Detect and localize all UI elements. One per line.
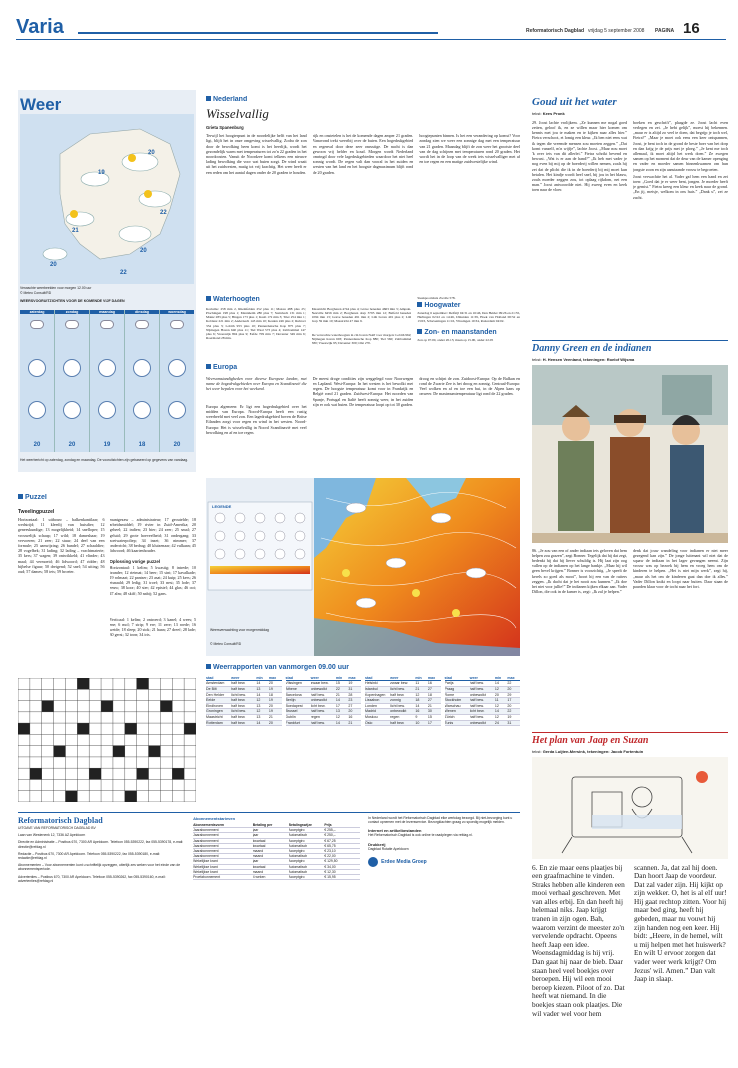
map-caption: Verwachte weerbeelden voor morgen 12.00 uur [20, 286, 92, 290]
article-column: rijk en onstetelen is het de komende dagen amper 21 graden. Vanavond trekt weertbij over de buien. Een hogedrukgebied en regenval door deze zeer onrustige. De nacht is dan gewoon vrij helder en koud. Morgen wordt Nederland omringd door vele lagedrukgebieden waardoor het niet heel zonnig wordt. De regen valt dan vooral in het zuiden en westen van het land en het hoogste dagmaximum blijft rond de 20 graden. [312, 133, 414, 175]
table-row: Wekelijkse krant jaar Acceptgiro € 129,50 [193, 859, 360, 864]
europa-intro: Weersomstandigheden voor diverse Europese landen, met name de hogedrukgebieden over Europa en Scandinavië die het weer bepalen voor het weekend. [206, 375, 307, 392]
table-row: Jaarabonnement jaar Automatisch € 250,– [193, 833, 360, 838]
forecast-day: woensdag 20 [160, 310, 194, 452]
table-row: Moskou regen 9 15 [365, 715, 441, 721]
table-row: Praag half bew. 12 20 [445, 687, 521, 693]
table-row: Maastricht half bew. 13 21 [206, 715, 282, 721]
page-label: PAGINA [655, 28, 675, 34]
section-label-zon: Zon- en maanstanden [417, 329, 520, 338]
story-column: 29. Joost lachte vrolijkem. „Ze kunnen me nogal goed zetten, geloof ik, en ze willen maar hier komen om kennis met jou te maken en te kijken naar alles hier.” Fietra verschoot, et lomig een kleur. „Ik ben niet eens wat ik tegen die vreemde mensen zou moeten zeggen.” „Dat komt vanzelf, m'n wijfje”, lachte Joost. „Maar nou moet 'k over iets van dit allerlei.” Fietra schrikt bevend en bewust. „Wat is er aan de hand?” „Ik heb met vader je nog even bij mij op de boerderij willen nemen, zoals hij zei dat de plicht die ik in de boerderij bij mij moet kun betalen. Het kindje wordt heel snel, bij jou in het blauw, zoals moeder zeggen zou, tot oplaag rijkdom, net een man.” Joost antwoordde niet. Hij zweeg even en keek toen naar de vloer. [532, 119, 627, 193]
story-column: 86. „Je zou van een of ander indiaan iets geloven dat hem helpen zou grazen”, zegt Bonner. Tegelijk dat hij dat zegt, bedenkt hij dat hij liever schuldig is. Hij laat zijn oog vallen op de indianen op het lange bankje. „Maar hij wil geen bevel krijgen.” Bonner is voorzichtig. „Je speelt de kerels zo goed als mooi”, hoort hij een van de ruiters zeggen. „Ik dacht dat je het nooit zou kunnen.” „Ik doe het niet voor jullie!” De indianen kijken elkaar aan. Vader Dillon, die ook in de kamer is, zegt: „Ik zal je helpen.” [532, 547, 627, 595]
tariff-table [193, 823, 360, 880]
puzzle-solution: Verticaal: 1 kelim; 2 ontroerd; 3 kanel; 4 wees; 5 ene; 6 mol; 7 strip; 9 ere; 11 zere; 13 roede; 16 weide; 18 sleep; 20 stok; 21 haan; 27 dreef; 28 lade; 30 gerst; 32 toon; 34 iris. [109, 616, 196, 638]
forecast-day: zaterdag 20 [20, 310, 55, 452]
table-row: Rome onbewolkt 20 29 [445, 693, 521, 699]
plan-title: Het plan van Jaap en Suzan [532, 732, 728, 748]
section-label-waterhoogten: Waterhoogten [206, 296, 411, 305]
table-row: Warschau half bew. 12 20 [445, 704, 521, 710]
table-row: Eindhoven half bew. 13 20 [206, 704, 282, 710]
weather-reports [206, 664, 520, 788]
water-levels-text: Steekpoortsluis Zwolle 578. [417, 296, 456, 300]
section-label-puzzel: Puzzel [18, 494, 196, 503]
zon-text: Zon op 07.00, onder 20.15; maan op 15.00, onder 22.05 [417, 337, 494, 342]
table-row: Wenen licht bew. 14 22 [445, 709, 521, 715]
table-row: Proefabonnement 4 weken Acceptgiro € 15,95 [193, 875, 360, 880]
colophon-text: Advertenties – Postbus 670, 7300 AR Apeldoorn. Telefoon 055-5390262, fax 055-5390160, e-mail: advertenties@refdag.nl [18, 874, 166, 883]
report-header: stad weer min max [286, 676, 362, 682]
crossword-black-cell [77, 678, 89, 689]
crossword-black-cell [30, 768, 42, 779]
report-column [365, 676, 441, 726]
crossword-black-cell [137, 678, 149, 689]
europe-map-caption: Weersverwachting voor morgenmiddag [210, 628, 269, 632]
forecast-day: dinsdag 18 [125, 310, 160, 452]
story-column: scannen. Ja, dat zal hij doen. Dan hoort Jaap de voordeur. Dat zal vader zijn. Hij kijkt op zijn wekker. O, het is al elf uur! Hij gaat rechtop zitten. Voor hij maar bed ging, heeft hij gebeden, maar nu vouwt hij zijn handen nog een keer. Hij bidt: „Heere, in de hemel, wilt u mij helpen met het huiswerk? En wilt U ervoor zorgen dat vader weer werk krijgt? Om Jezus' wil. Amen.” Dan valt Jaap in slaap. [634, 863, 727, 984]
puzzle-solution: Horizontaal: 1 kelim; 5 kwastig; 8 intrede; 10 brander; 12 rietmat; 14 beer; 15 sint; 17 kavalkade; 19 rolmaat; 22 pantser; 23 asat; 24 kuip; 25 kers; 26 etsnaald; 29 ledig; 31 troef; 33 nest; 35 lode; 37 eeuw; 38 koor; 40 ster; 42 epistel; 44 glas; 46 ooi; 47 alm; 48 skiff; 50 nabij; 52 gans. [109, 564, 196, 596]
colophon-text: In Nederland wordt het Reformatorisch Dagblad elke werkdag bezorgd. Bij niet-bezorging kunt u contact opnemen met de lezersservice. Bezorgklachten graag zo spoedig mogelijk melden. [368, 816, 513, 825]
table-row: Eelde half bew. 12 19 [206, 698, 282, 704]
crossword-black-cell [125, 723, 137, 734]
crossword-black-cell [65, 791, 77, 802]
logo-icon [368, 857, 378, 867]
forecast-day: maandag 19 [90, 310, 125, 452]
map-temp: 22 [120, 270, 127, 276]
report-column [286, 676, 362, 726]
colophon-text: Het Reformatorisch Dagblad is ook online te raadplegen via refdag.nl. [368, 833, 473, 838]
story-column: denk dat jouw wandeling voor indianen er niet meer gezegend kan zijn.” De jonge luitenant wil niet dat de squaw de indiaan in het lager gevangen neemt. Zijn vrouw was op bezoek bij hem en vroeg hem om de kinderen te helpen. „Het is niet mijn werk”, zegt hij, „maar als het om de kinderen gaat dan doe ik alles.” Vader Dillon knikt en loopt naar buiten. Daar staan de paarden klaar voor de tocht naar het fort. [633, 547, 728, 589]
goud-byline: tekst: Kees Pronk [532, 110, 565, 116]
colophon-text: Abonnementen – Voor abonnementen kunt u schriftelijk opzeggen, uiterlijk zes weken voor het einde van de abonnementsperiode. [18, 863, 181, 872]
map-credit: © Meteo Consult/RD [20, 291, 52, 295]
table-row: Jaarabonnement maand Acceptgiro € 23,10 [193, 849, 360, 854]
weather-report-table [206, 676, 520, 726]
forecast-day: zondag 20 [55, 310, 90, 452]
report-column [206, 676, 282, 726]
plan-story [532, 732, 728, 1048]
colophon-title: Reformatorisch Dagblad [18, 816, 103, 825]
puzzle-clues: Horizontaal: 1 uitbouw – balkenkantilaar; 6 wedstrijd; 11 kleedij van huisdier; 12 geneeskundige; 13 mogelijkheid; 14 snelloper; 15 vrouwelijk schaap; 17 wild; 18 dameshaar; 19 vervoeren; 21 zeer; 22 stuur; 24 deel van een formule; 25 aanwijzing; 26 bundel; 27 schaaldier; 28 vogelbek; 31 lading; 32 lading – vrachtmaterie; 35 kers; 37 wagen; 39 ontwikkeld; 41 vlinder; 43 maal; 44 vermoeid; 46 lidwoord; 47 ridder; 48 bijbelse figuur; 50 dreigend; 52 snel; 54 uiting; 56 oud; 57 dames; 58 iets; 59 broeier. [18, 517, 105, 575]
page-header [16, 16, 726, 40]
colophon [18, 812, 520, 948]
table-row: Zürich half bew. 12 19 [445, 715, 521, 721]
crossword-black-cell [184, 723, 196, 734]
table-row: Dublin regen 12 16 [286, 715, 362, 721]
puzzle-clues: muntgezaw – administrateur; 17 geoutelde; 18 arbeidsmiddel; 19 rivier in Zuid-Amerika; 20 geheel; 22 indien; 23 bier; 24 zeer; 25 smal; 27 geluid; 29 grote hoeveelheid; 31 ondergang; 33 zoetwaterpoliep; 34 inzet; 36 nimmer; 37 onderricht; 38 bedrag; 40 kluizenaar; 42 vulkaan; 45 lidwoord; 46 kaartenhouder. [109, 517, 196, 554]
waterhoogten-section [206, 296, 520, 358]
crossword-black-cell [42, 701, 54, 712]
table-row: Parijs half bew. 14 22 [445, 681, 521, 687]
crossword-black-cell [160, 701, 172, 712]
table-row: Boedapest licht bew. 17 27 [286, 704, 362, 710]
puzzle-title: Tweelingpuzzel [18, 508, 55, 515]
map-temp: 21 [72, 228, 79, 234]
forecast-temp: 18 [138, 441, 146, 448]
table-row: Jaarabonnement jaar Acceptgiro € 255,– [193, 828, 360, 833]
forecast-temp: 20 [33, 441, 41, 448]
report-header: stad weer min max [365, 676, 441, 682]
goud-story [532, 96, 728, 334]
section-label-europa: Europa [206, 364, 520, 373]
article-column: De meest droge condities zijn weggelegd voor Noorwegen en Lapland. West-Europa: In het westen is het bewolkt met regen. De hoogste temperatuur komt voor in Frankrijk en België rond 21 graden. Zuidwest-Europa: Het noorden van Spanje, Portugal en Italië heeft zonnig weer, in het zuiden zijn er ook wat buien. De temperatuur loopt op tot 30 graden. [312, 375, 414, 407]
media-group-logo: Erdee Media Groep [368, 857, 520, 867]
goud-title: Goud uit het water [532, 96, 617, 108]
europe-map-credit: © Meteo Consult/RD [210, 642, 242, 646]
europe-map-panel [206, 478, 520, 656]
colophon-text: Dagblad Rotatie Apeldoorn [368, 846, 409, 851]
section-label-hoogwater: Hoogwater [417, 302, 520, 311]
report-header: stad weer min max [206, 676, 282, 682]
forecast-temp: 20 [68, 441, 76, 448]
article-column: Terwijl het hoogterpunt in de noordelijke helft van het land ligt, blijft het in onze omgeving wisselvallig. Zodra de zon door de bewolking heen komt is het heerlijk, wordt het gezondelijk warm met temperaturen tot zo'n 22 graden in het noordoosten. Vanuit de Noordzee komt telkens een nieuwe lading bewolking die voor wat buien zorgt. De wind waait uit het zuidwesten, matig tot vrij krachtig. Het weer heeft er een reden om het aantal dagen onder de 20 graden te houden. [206, 133, 307, 175]
report-header: stad weer min max [445, 676, 521, 682]
story-column: Joost verwachtte het al. Vader gaf hem een hand en zei toen: „Goed dat je er weer bent, jongen. Je moeder heeft je gemist.” Fietra kreeg een kleur en keek naar de grond. „En jij, meisje, welkom in ons huis.” „Dank u”, zei ze zacht. [633, 173, 728, 200]
crossword-black-cell [172, 768, 184, 779]
netherlands-map [20, 114, 194, 284]
crossword-black-cell [137, 768, 149, 779]
map-temp: 19 [98, 170, 105, 176]
table-row: Londen licht bew. 14 21 [365, 704, 441, 710]
nederland-headline: Wisselvallig [206, 105, 269, 121]
table-row: Brussel half bew. 13 20 [286, 709, 362, 715]
table-row: Oslo half bew. 10 17 [365, 721, 441, 727]
table-row: Lissabon zonnig 18 27 [365, 698, 441, 704]
table-row: Rotterdam half bew. 14 20 [206, 721, 282, 727]
nederland-article [206, 96, 520, 286]
crossword-grid[interactable] [18, 678, 196, 802]
table-row: Wekelijkse krant maand Automatisch € 12,30 [193, 870, 360, 875]
page-number: 16 [683, 20, 700, 37]
nederland-byline: Grieta Spanenburg [206, 125, 244, 130]
story-column: 6. En zie maar eens plaatjes bij een graafmachine te vinden. Straks hebben alle kinderen een mooi verhaal geschreven. Met van alles erbij. En dan heeft hij helemaal niks. Jaap krijgt tranen in zijn ogen. Bah, waarom verzint de meester zo'n vervelende opdracht. Opeens heeft Jaap een idee. Woensdagmiddag is hij vrij. Dan gaat hij naar de bieb. Daar staan heel veel boekjes over beroepen. Hij wil een mooi beroep kiezen. Piloot of zo. Dat heeft wat niemand. In die boekjes staan ook plaatjes. Die wil vader wel voor hem [532, 863, 625, 1018]
colophon-text: Redactie – Postbus 670, 7300 AR Apeldoorn. Telefoon 055-5390222, fax 055-5390180, e-mail: redactie@refdag.nl [18, 851, 161, 861]
hoogwater-text: Zaterdag 6 september: Delfzijl 04:31 en 16:46, Den Helder 09:26 en 21:35, Harlingen 02:22 en 14:46, IJmuiden 11:39, Hoek van Holland 00:52 en 13:03, Scheveningen 11:16, Vlissingen 10:34, Rotterdam 04:02. [417, 310, 520, 324]
comic-illustration [532, 365, 728, 543]
crossword-black-cell [149, 746, 161, 757]
map-temp: 20 [50, 262, 57, 268]
water-levels-text: Koriums: 258 min 2, Rheinfelden 252 plus 11; Maxau 488 plus 25; Plochingen 198 plus 1; Mannheim 280 plus 7; Steinbach 131 min 1; Mainz 283 plus 5; Bingen 173 plus 1; Kaub 172 min 3; Trier 254 min 1; Koblenz 221 min 2; Andernach 143 min 10; Keulen 246 plus 2; Ruhrort 334 plus 3; Lobith 953 plus 10; Pannerdensche Kop 875 plus 7; Nijmegen Haven 640 plus 11; Tiel Waal 573 plus 4; Zaltbommel 147 plus 6; Vreeswijk 804 plus 9; Eefde 709 min 7; Deventer 349 min 6; Roermond 28 min. [206, 306, 306, 341]
section-label-weerrapporten: Weerrapporten van vanmorgen 09.00 uur [206, 664, 520, 673]
crossword-black-cell [54, 746, 66, 757]
map-temp: 20 [148, 150, 155, 156]
map-temp: 22 [160, 210, 167, 216]
plan-byline: tekst: Gerda Luijten-Mersink, tekeningen: Jacob Fortentuin [532, 748, 644, 754]
colophon-address: Laan van Westenenk 12, 7336 AZ Apeldoorn [18, 833, 86, 838]
table-row: Berlijn onbewolkt 14 23 [286, 698, 362, 704]
issue-date: vrijdag 5 september 2008 [588, 28, 645, 34]
table-row: De Bilt half bew. 13 19 [206, 687, 282, 693]
tariff-header: Abonnementsvorm Betaling per Betalingswijze Prijs [193, 823, 360, 828]
table-row: Madrid onbewolkt 16 30 [365, 709, 441, 715]
table-row: Groningen licht bew. 12 19 [206, 709, 282, 715]
report-column [445, 676, 521, 726]
section-title: Varia [16, 16, 64, 38]
water-levels-text: Maastricht Borgharen 4744 plus 4; Grave beneden 4663 min 3; Ampsin-Neuville 6456 min 2; Borgharen dorp 3795 min 12; Belfeld beneden 1094 min 13; Grave beneden 491 min 2; Lith boven 401 plus 2; Lith dorp 59 min 10; Maastricht 47 min 9. [311, 306, 412, 324]
table-row: Wekelijkse krant kwartaal Automatisch € 34,00 [193, 865, 360, 870]
forecast-title: WEERSVOORUITZICHTEN VOOR DE KOMENDE VIJF DAGEN [20, 299, 125, 303]
crossword-black-cell [113, 746, 125, 757]
tariff-title: Abonnementstarieven [193, 816, 236, 821]
table-row: Barcelona half bew. 21 28 [286, 693, 362, 699]
crossword-black-cell [77, 723, 89, 734]
weather-footer: Het weerbericht op zaterdag, zondag en maandag. De vooruitzichten zijn gebaseerd op gegevens van vandaag. [20, 458, 189, 462]
table-row: Jaarabonnement kwartaal Acceptgiro € 67,25 [193, 839, 360, 844]
danny-byline: tekst: H. Hensen Veenland, tekeningen: Roelof Wijsma [532, 356, 635, 362]
forecast-temp: 20 [173, 441, 181, 448]
table-row: Stockholm half bew. 11 17 [445, 698, 521, 704]
story-column: boeken en geschrift”, plaagde ze. Joost lacht even verlegen en zei. „Je hebt gelijk”, moest hij bekennen. „maar er is altijd zo veel te doen, dat begrijp je toch wel, Fietra?” „Maar je moet ook eens een keer ontspannen, Joost, je bent toch in de grond de beste boer van het dorp en dan krijg je de prijs met je ploeg.” „Je kent me toch allemaal, ik moet altijd het werk doen.” Ze zwegen samen op het moment dat de deur van de kamer openging en vader en moeder samen binnenkwamen om hun jongste zoon en zijn aanstaande vrouw te begroeten. [633, 119, 728, 172]
crossword-black-cell [18, 723, 30, 734]
danny-title: Danny Green en de indianen [532, 340, 728, 356]
crossword-black-cell [125, 791, 137, 802]
water-levels-text: De verwachte waterhoogten in cm boven NAP voor morgen: Lobith 962; Nijmegen haven 603; Pannerdensche Kop 880; Tiel 560; Zaltbommel 380; Vreeswijk 95; Deventer 300; Olst 270. [311, 332, 412, 346]
crossword-black-cell [101, 701, 113, 712]
table-row: Frankfurt half bew. 14 21 [286, 721, 362, 727]
table-row: Tunis onbewolkt 24 31 [445, 721, 521, 727]
europa-article [206, 364, 520, 470]
table-row: Kopenhagen half bew. 12 18 [365, 693, 441, 699]
children-illustration [532, 757, 728, 859]
table-row: Helsinki zwaar bew. 11 16 [365, 681, 441, 687]
map-legend-title: LEGENDE [212, 504, 232, 509]
article-column: hoogtepunten binnen. Is het een verandering op komst? Voor zondag zien we weer een zonnige dag met een temperatuur van 21 graden. Maandag blijft de zon weer het grootste deel van de dag schijnen met temperaturen rond 20 graden. Het wordt het in de loop van de week iets wisselvalliger met af en toe regen en een matige zuidwestelijke wind. [419, 133, 520, 165]
weather-title: Weer [20, 95, 62, 114]
druk-title: Drukkerij [368, 841, 386, 847]
danny-story [532, 340, 728, 728]
table-row: Jaarabonnement maand Automatisch € 22,00 [193, 854, 360, 859]
section-label-nederland: Nederland [206, 96, 520, 105]
forecast-temp: 19 [103, 441, 111, 448]
table-row: Den Helder licht bew. 14 18 [206, 693, 282, 699]
colophon-subtitle: UITGAVE VAN REFORMATORISCH DAGBLAD BV [18, 826, 96, 830]
article-column: droog en schijnt de zon. Zuidoost-Europa: Op de Balkan en rond de Zwarte Zee is het droog en zonnig. Centraal-Europa: Veel wolken en af en toe een bui, in de Alpen kans op onweer. De maximumtemperatuur ligt rond de 22 graden. [419, 375, 520, 397]
colophon-text: Directie en Administratie – Postbus 670, 7300 AR Apeldoorn. Telefoon 055-5390222, fax 055-5390178, e-mail: directie@refdag.nl [18, 840, 184, 849]
crossword-black-cell [89, 768, 101, 779]
table-row: Jaarabonnement kwartaal Automatisch € 65,75 [193, 844, 360, 849]
table-row: Amsterdam half bew. 14 20 [206, 681, 282, 687]
table-row: Vlissingen zwaar bew. 15 19 [286, 681, 362, 687]
table-row: Istanbul licht bew. 21 27 [365, 687, 441, 693]
solution-title: Oplossing vorige puzzel [109, 559, 160, 564]
weather-panel [18, 90, 196, 472]
article-column: Europa algemeen: Er ligt een hogedrukgebied over het midden van Europa. Noord-Europa heeft een rustig weerbeeld met veel zon. Een lagedrukgebied boven de Britse Eilanden zorgt voor regen en wind in het westen. Noord-Europa: Het is wisselvallig in Noord Scandinavië met veel bewolking en af en toe regen. [206, 403, 307, 435]
puzzle-section [18, 494, 196, 804]
forecast-grid [20, 310, 194, 452]
map-temp: 20 [140, 248, 147, 254]
table-row: Athene onbewolkt 22 31 [286, 687, 362, 693]
newspaper-name: Reformatorisch Dagblad [526, 28, 585, 34]
internet-title: Internet en artikelbestanden [368, 828, 422, 834]
